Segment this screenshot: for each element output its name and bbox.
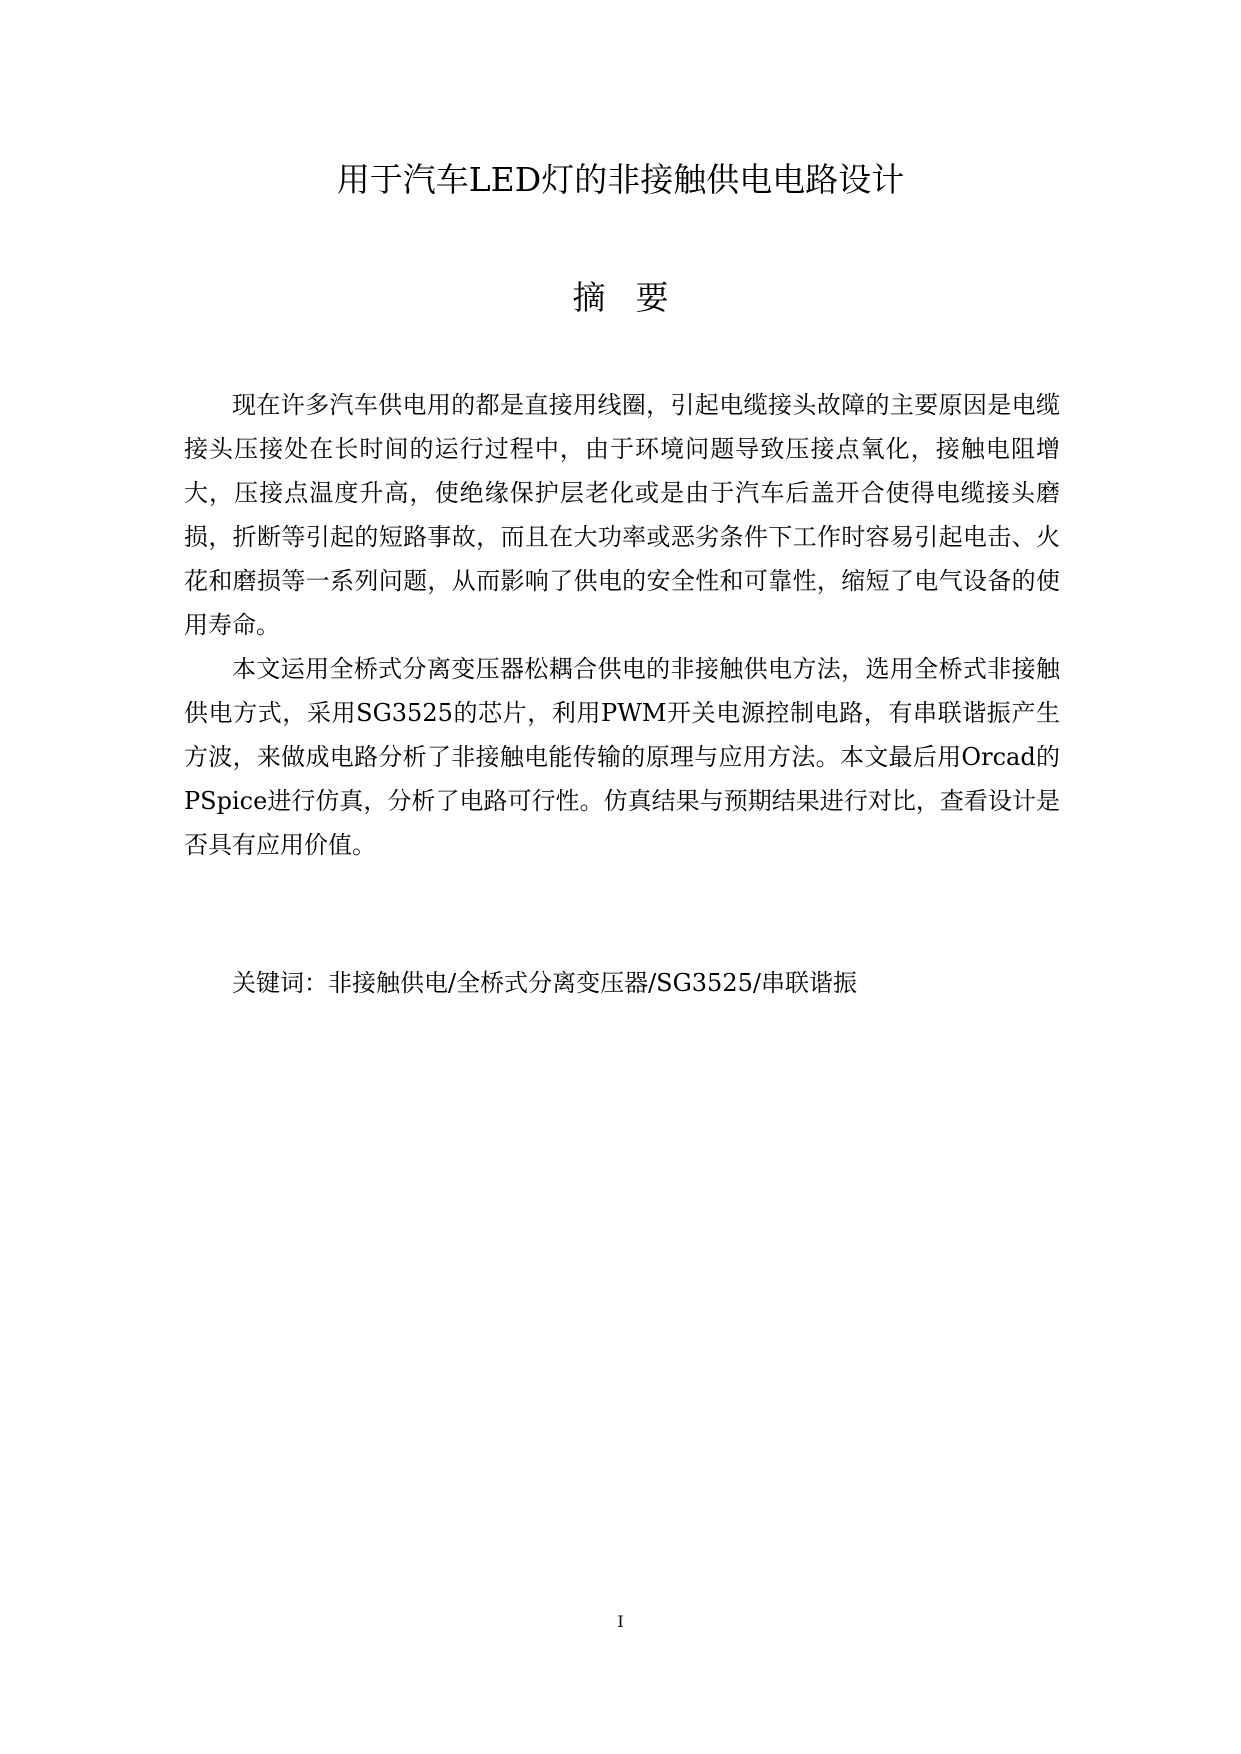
keywords-line [232,961,857,1005]
page-number: I [617,1612,624,1631]
abstract-paragraph-2: 本文运用全桥式分离变压器松耦合供电的非接触供电方法，选用全桥式非接触供电方式，采用SG3525的芯片，利用PWM开关电源控制电路，有串联谐振产生方波，来做成电路分析了非接触电能传输的原理与应用方法。本文最后用Orcad的PSpice进行仿真，分析了电路可行性。仿真结果与预期结果进行对比，查看设计是否具有应用价值。 [184,655,1060,859]
abstract-paragraph-1: 现在许多汽车供电用的都是直接用线圈，引起电缆接头故障的主要原因是电缆接头压接处在长时间的运行过程中，由于环境问题导致压接点氧化，接触电阻增大，压接点温度升高，使绝缘保护层老化或是由于汽车后盖开合使得电缆接头磨损，折断等引起的短路事故，而且在大功率或恶劣条件下工作时容易引起电击、火花和磨损等一系列问题，从而影响了供电的安全性和可靠性，缩短了电气设备的使用寿命。 [184,391,1060,639]
abstract-heading: 摘要 [572,278,699,317]
keywords-text: 非接触供电/全桥式分离变压器/SG3525/串联谐振 [328,969,857,997]
keywords-label: 关键词： [232,969,328,997]
document-title: 用于汽车LED灯的非接触供电电路设计 [336,160,905,199]
abstract-body [184,383,1060,867]
